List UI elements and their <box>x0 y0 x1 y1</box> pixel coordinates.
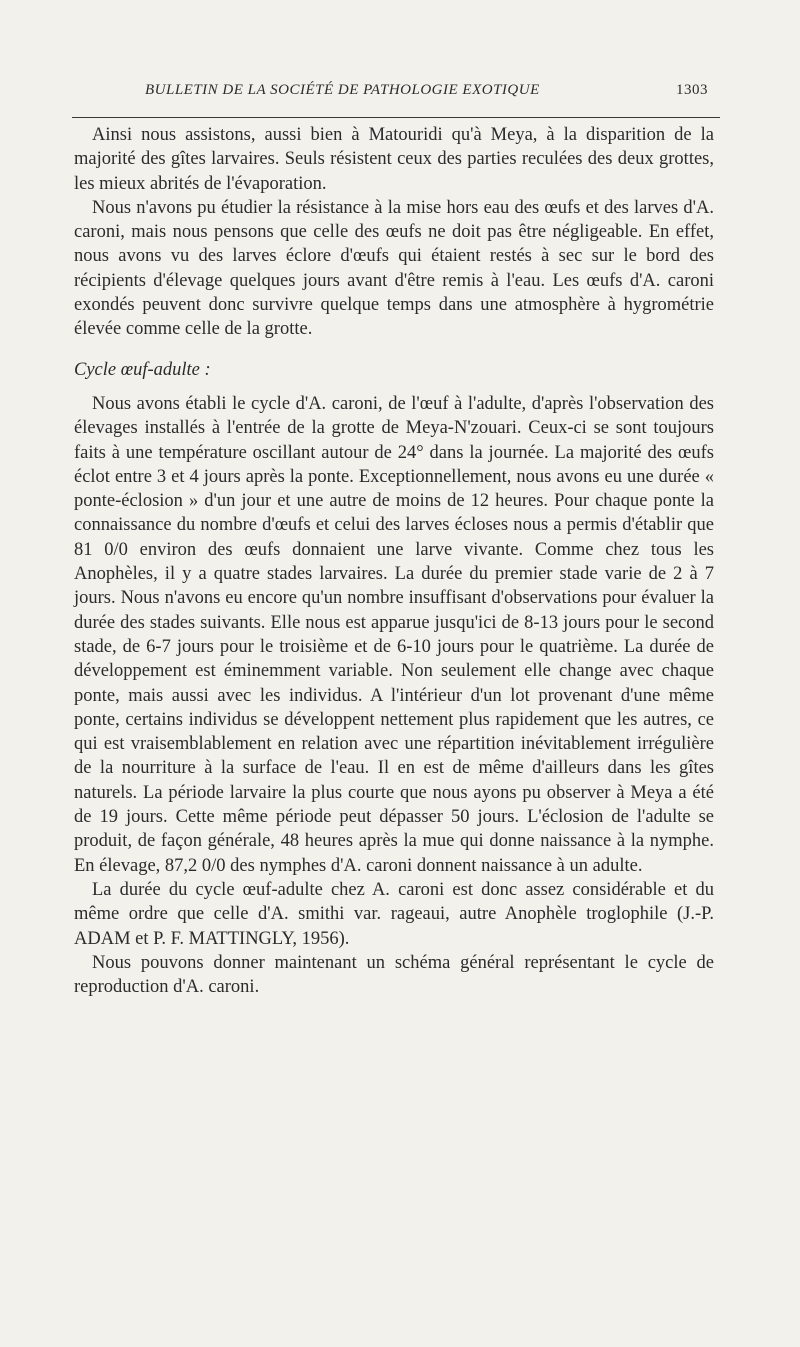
running-header <box>145 82 710 99</box>
paragraph: Ainsi nous assistons, aussi bien à Matouridi qu'à Meya, à la disparition de la majorité des gîtes larvaires. Seuls résistent ceux des parties reculées des deux grottes, les mieux abrités de l'évaporation. <box>74 125 714 194</box>
paragraph: La durée du cycle œuf-adulte chez A. caroni est donc assez considérable et du même ordre que celle d'A. smithi var. rageaui, autre Anophèle troglophile (J.-P. ADAM et P. F. MATTINGLY, 1956). <box>74 879 714 949</box>
paragraph: Nous pouvons donner maintenant un schéma général représentant le cycle de reproduction d'A. caroni. <box>74 952 714 998</box>
paragraph: Nous n'avons pu étudier la résistance à la mise hors eau des œufs et des larves d'A. caroni, mais nous pensons que celle des œufs ne doit pas être négligeable. En effet, nous avons vu des larves éclore d'œufs qui étaient restés à sec sur le bord des récipients d'élevage quelques jours avant d'être remis à l'eau. Les œufs d'A. caroni exondés peuvent donc survivre quelque temps dans une atmosphère à hygrométrie élevée comme celle de la grotte. <box>74 197 714 340</box>
section-heading: Cycle œuf-adulte : <box>74 359 211 380</box>
paragraph: Nous avons établi le cycle d'A. caroni, de l'œuf à l'adulte, d'après l'observation des élevages installés à l'entrée de la grotte de Meya-N'zouari. Ceux-ci se sont toujours faits à une température oscillant autour de 24° dans la journée. La majorité des œufs éclot entre 3 et 4 jours après la ponte. Exceptionnellement, nous avons eu une durée « ponte-éclosion » d'un jour et une autre de moins de 12 heures. Pour chaque ponte la connaissance du nombre d'œufs et celui des larves écloses nous a permis d'établir que 81 0/0 environ des œufs donnaient une larve vivante. Comme chez tous les Anophèles, il y a quatre stades larvaires. La durée du premier stade varie de 2 à 7 jours. Nous n'avons eu encore qu'un nombre insuffisant d'observations pour évaluer la durée des stades suivants. Elle nous est apparue jusqu'ici de 8-13 jours pour le second stade, de 6-7 jours pour le troisième et de 6-10 jours pour le quatrième. La durée de développement est éminemment variable. Non seulement elle change avec chaque ponte, mais aussi avec les individus. A l'intérieur d'un lot provenant d'une même ponte, certains individus se développent nettement plus rapidement que les autres, ce qui est vraisemblablement en relation avec une répartition inévitablement irrégulière de la nourriture à la surface de l'eau. Il en est de même d'ailleurs dans les gîtes naturels. La période larvaire la plus courte que nous ayons pu observer à Meya a été de 19 jours. Cette même période peut dépasser 50 jours. L'éclosion de l'adulte se produit, de façon générale, 48 heures après la mue qui donne naissance à la nymphe. En élevage, 87,2 0/0 des nymphes d'A. caroni donnent naissance à un adulte. <box>74 393 714 876</box>
header-rule <box>72 117 720 118</box>
journal-title: BULLETIN DE LA SOCIÉTÉ DE PATHOLOGIE EXOTIQUE <box>145 82 540 98</box>
page-number: 1303 <box>676 82 708 98</box>
body-text <box>74 123 714 999</box>
